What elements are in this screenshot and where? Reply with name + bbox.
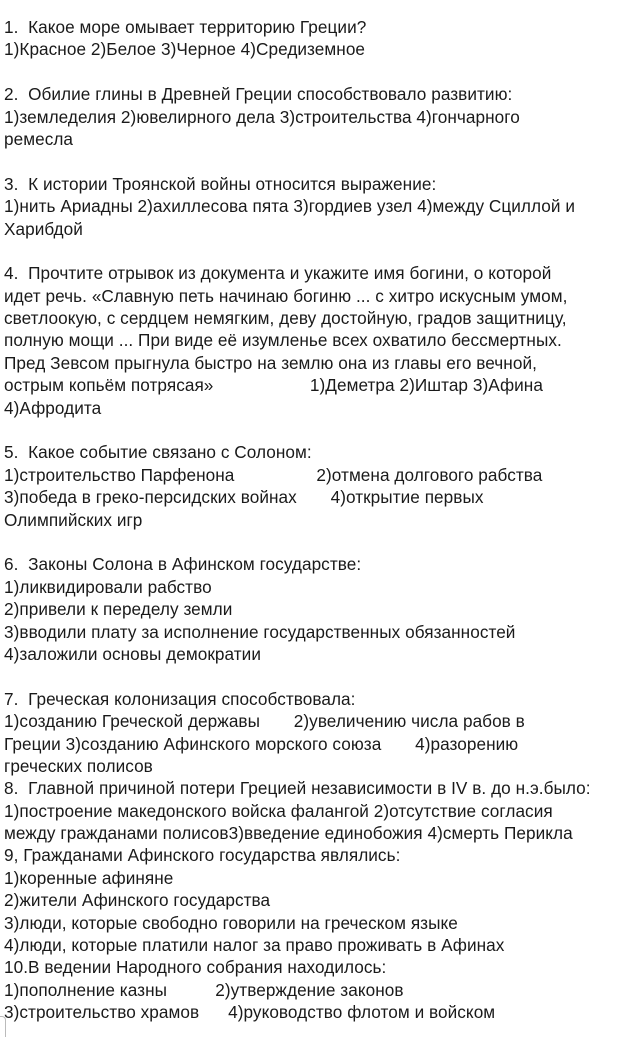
question-4	[4, 262, 633, 419]
question-3-options: 1)нить Ариадны 2)ахиллесова пята 3)гордиев узел 4)между Сциллой и	[4, 196, 576, 217]
question-4-text: 4. Прочтите отрывок из документа и укажите имя богини, о которой	[4, 263, 552, 284]
question-5-options: 3)победа в греко-персидских войнах 4)открытие первых	[4, 487, 484, 508]
question-9-option: 3)люди, которые свободно говорили на греческом языке	[4, 912, 458, 933]
spacer	[4, 419, 633, 441]
question-6	[4, 553, 633, 665]
question-7-options-cont: греческих полисов	[4, 755, 153, 776]
spacer	[4, 665, 633, 687]
question-10-options: 3)строительство храмов 4)руководство флотом и войском	[4, 1002, 496, 1023]
question-6-option: 2)привели к переделу земли	[4, 599, 233, 620]
page-corner-mark	[0, 1016, 6, 1037]
question-9-option: 4)люди, которые платили налог за право проживать в Афинах	[4, 935, 505, 956]
question-8-options-cont: между гражданами полисов3)введение единобожия 4)смерть Перикла	[4, 823, 573, 844]
spacer	[4, 531, 633, 553]
question-1	[4, 16, 633, 61]
question-7-text: 7. Греческая колонизация способствовала:	[4, 688, 356, 709]
question-5-text: 5. Какое событие связано с Солоном:	[4, 442, 312, 463]
question-7-options: Греции 3)созданию Афинского морского союза 4)разорению	[4, 733, 519, 754]
question-4-quote-line: светлоокую, с сердцем немягким, деву достойную, градов защитницу,	[4, 308, 567, 329]
question-5-options: 1)строительство Парфенона 2)отмена долгового рабства	[4, 464, 543, 485]
question-7-options: 1)созданию Греческой державы 2)увеличению числа рабов в	[4, 711, 525, 732]
question-6-option: 3)вводили плату за исполнение государственных обязанностей	[4, 621, 516, 642]
question-4-quote-line: Пред Зевсом прыгнула быстро на землю она из главы его вечной,	[4, 352, 537, 373]
question-5	[4, 441, 633, 531]
question-3-text: 3. К истории Троянской войны относится выражение:	[4, 173, 437, 194]
question-4-options: острым копьём потрясая» 1)Деметра 2)Иштар 3)Афина	[4, 375, 543, 396]
question-8-text: 8. Главной причиной потери Грецией независимости в IV в. до н.э.было:	[4, 778, 591, 799]
question-8-options: 1)построение македонского войска фалангой 2)отсутствие согласия	[4, 800, 553, 821]
question-4-quote-line: полную мощи ... При виде её изумленье всех охватило бессмертных.	[4, 330, 562, 351]
question-3	[4, 173, 633, 240]
question-6-option: 4)заложили основы демократии	[4, 643, 261, 664]
question-9-option: 1)коренные афиняне	[4, 867, 174, 888]
spacer	[4, 240, 633, 262]
question-9-text: 9, Гражданами Афинского государства являлись:	[4, 845, 401, 866]
question-10-text: 10.В ведении Народного собрания находилось:	[4, 957, 387, 978]
question-10-options: 1)пополнение казны 2)утверждение законов	[4, 979, 404, 1000]
question-1-text: 1. Какое море омывает территорию Греции?	[4, 17, 367, 37]
question-9-option: 2)жители Афинского государства	[4, 890, 271, 911]
questions-7-to-10	[4, 688, 633, 1024]
question-2-text: 2. Обилие глины в Древней Греции способствовало развитию:	[4, 84, 513, 105]
question-4-quote-line: идет речь. «Славную петь начинаю богиню ... с хитро искусным умом,	[4, 285, 568, 306]
question-1-options: 1)Красное 2)Белое 3)Черное 4)Средиземное	[4, 39, 366, 60]
question-5-options-cont: Олимпийских игр	[4, 509, 143, 530]
spacer	[4, 61, 633, 83]
question-6-text: 6. Законы Солона в Афинском государстве:	[4, 554, 362, 575]
question-4-options-cont: 4)Афродита	[4, 397, 102, 418]
question-2	[4, 83, 633, 150]
question-2-options-cont: ремесла	[4, 128, 74, 149]
question-6-option: 1)ликвидировали рабство	[4, 576, 212, 597]
spacer	[4, 150, 633, 172]
question-3-options-cont: Харибдой	[4, 218, 83, 239]
question-2-options: 1)земледелия 2)ювелирного дела 3)строительства 4)гончарного	[4, 106, 520, 127]
quiz-document	[4, 16, 633, 1024]
